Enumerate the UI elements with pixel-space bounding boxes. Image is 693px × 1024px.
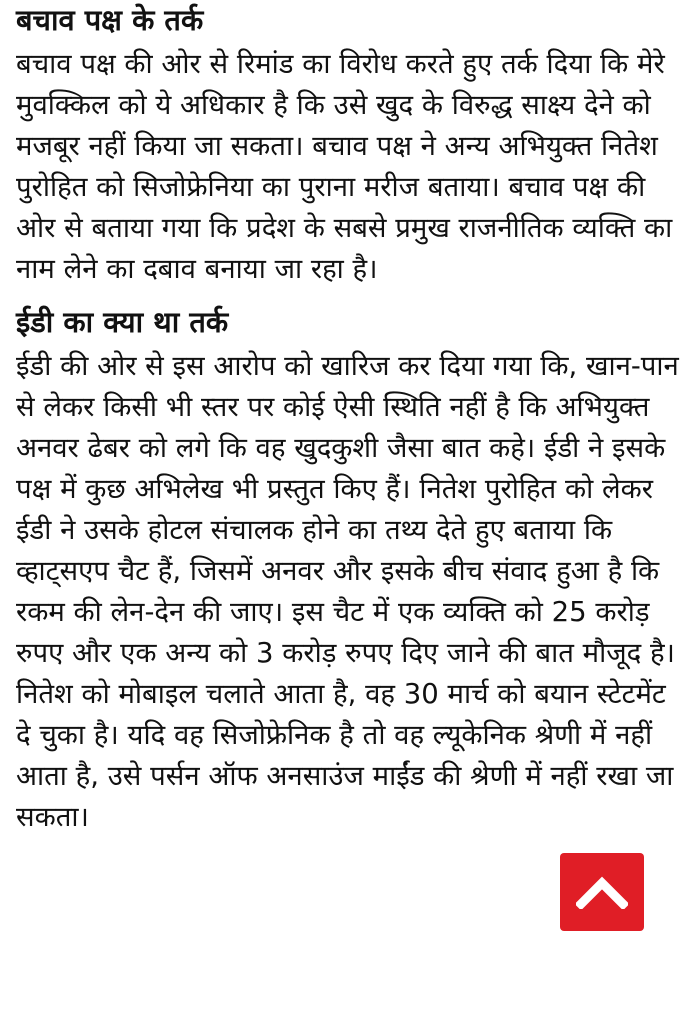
- chevron-up-icon: [576, 875, 628, 909]
- article-body: [16, 0, 680, 838]
- section-heading-defense: बचाव पक्ष के तर्क: [16, 3, 204, 37]
- section-paragraph-ed: ईडी की ओर से इस आरोप को खारिज कर दिया गया कि, खान-पान से लेकर किसी भी स्तर पर कोई ऐसी स्थिति नहीं है कि अभियुक्त अनवर ढेबर को लगे कि वह खुदकुशी जैसा बात कहे। ईडी ने इसके पक्ष में कुछ अभिलेख भी प्रस्तुत किए हैं। नितेश पुरोहित को लेकर ईडी ने उसके होटल संचालक होने का तथ्य देते हुए बताया कि व्हाट्सएप चैट हैं, जिसमें अनवर और इसके बीच संवाद हुआ है कि रकम की लेन-देन की जाए। इस चैट में एक व्यक्ति को 25 करोड़ रुपए और एक अन्य को 3 करोड़ रुपए दिए जाने की बात मौजूद है। नितेश को मोबाइल चलाते आता है, वह 30 मार्च को बयान स्टेटमेंट दे चुका है। यदि वह सिजोफ्रेनिक है तो वह ल्यूकेनिक श्रेणी में नहीं आता है, उसे पर्सन ऑफ अनसाउंज माईंड की श्रेणी में नहीं रखा जा सकता।: [16, 350, 679, 833]
- scroll-to-top-button[interactable]: [560, 853, 644, 931]
- section-paragraph-defense: बचाव पक्ष की ओर से रिमांड का विरोध करते हुए तर्क दिया कि मेरे मुवक्किल को ये अधिकार है कि उसे खुद के विरुद्ध साक्ष्य देने को मजबूर नहीं किया जा सकता। बचाव पक्ष ने अन्य अभियुक्त नितेश पुरोहित को सिजोफ्रेनिया का पुराना मरीज बताया। बचाव पक्ष की ओर से बताया गया कि प्रदेश के सबसे प्रमुख राजनीतिक व्यक्ति का नाम लेने का दबाव बनाया जा रहा है।: [16, 48, 673, 285]
- section-heading-ed: ईडी का क्या था तर्क: [16, 305, 229, 339]
